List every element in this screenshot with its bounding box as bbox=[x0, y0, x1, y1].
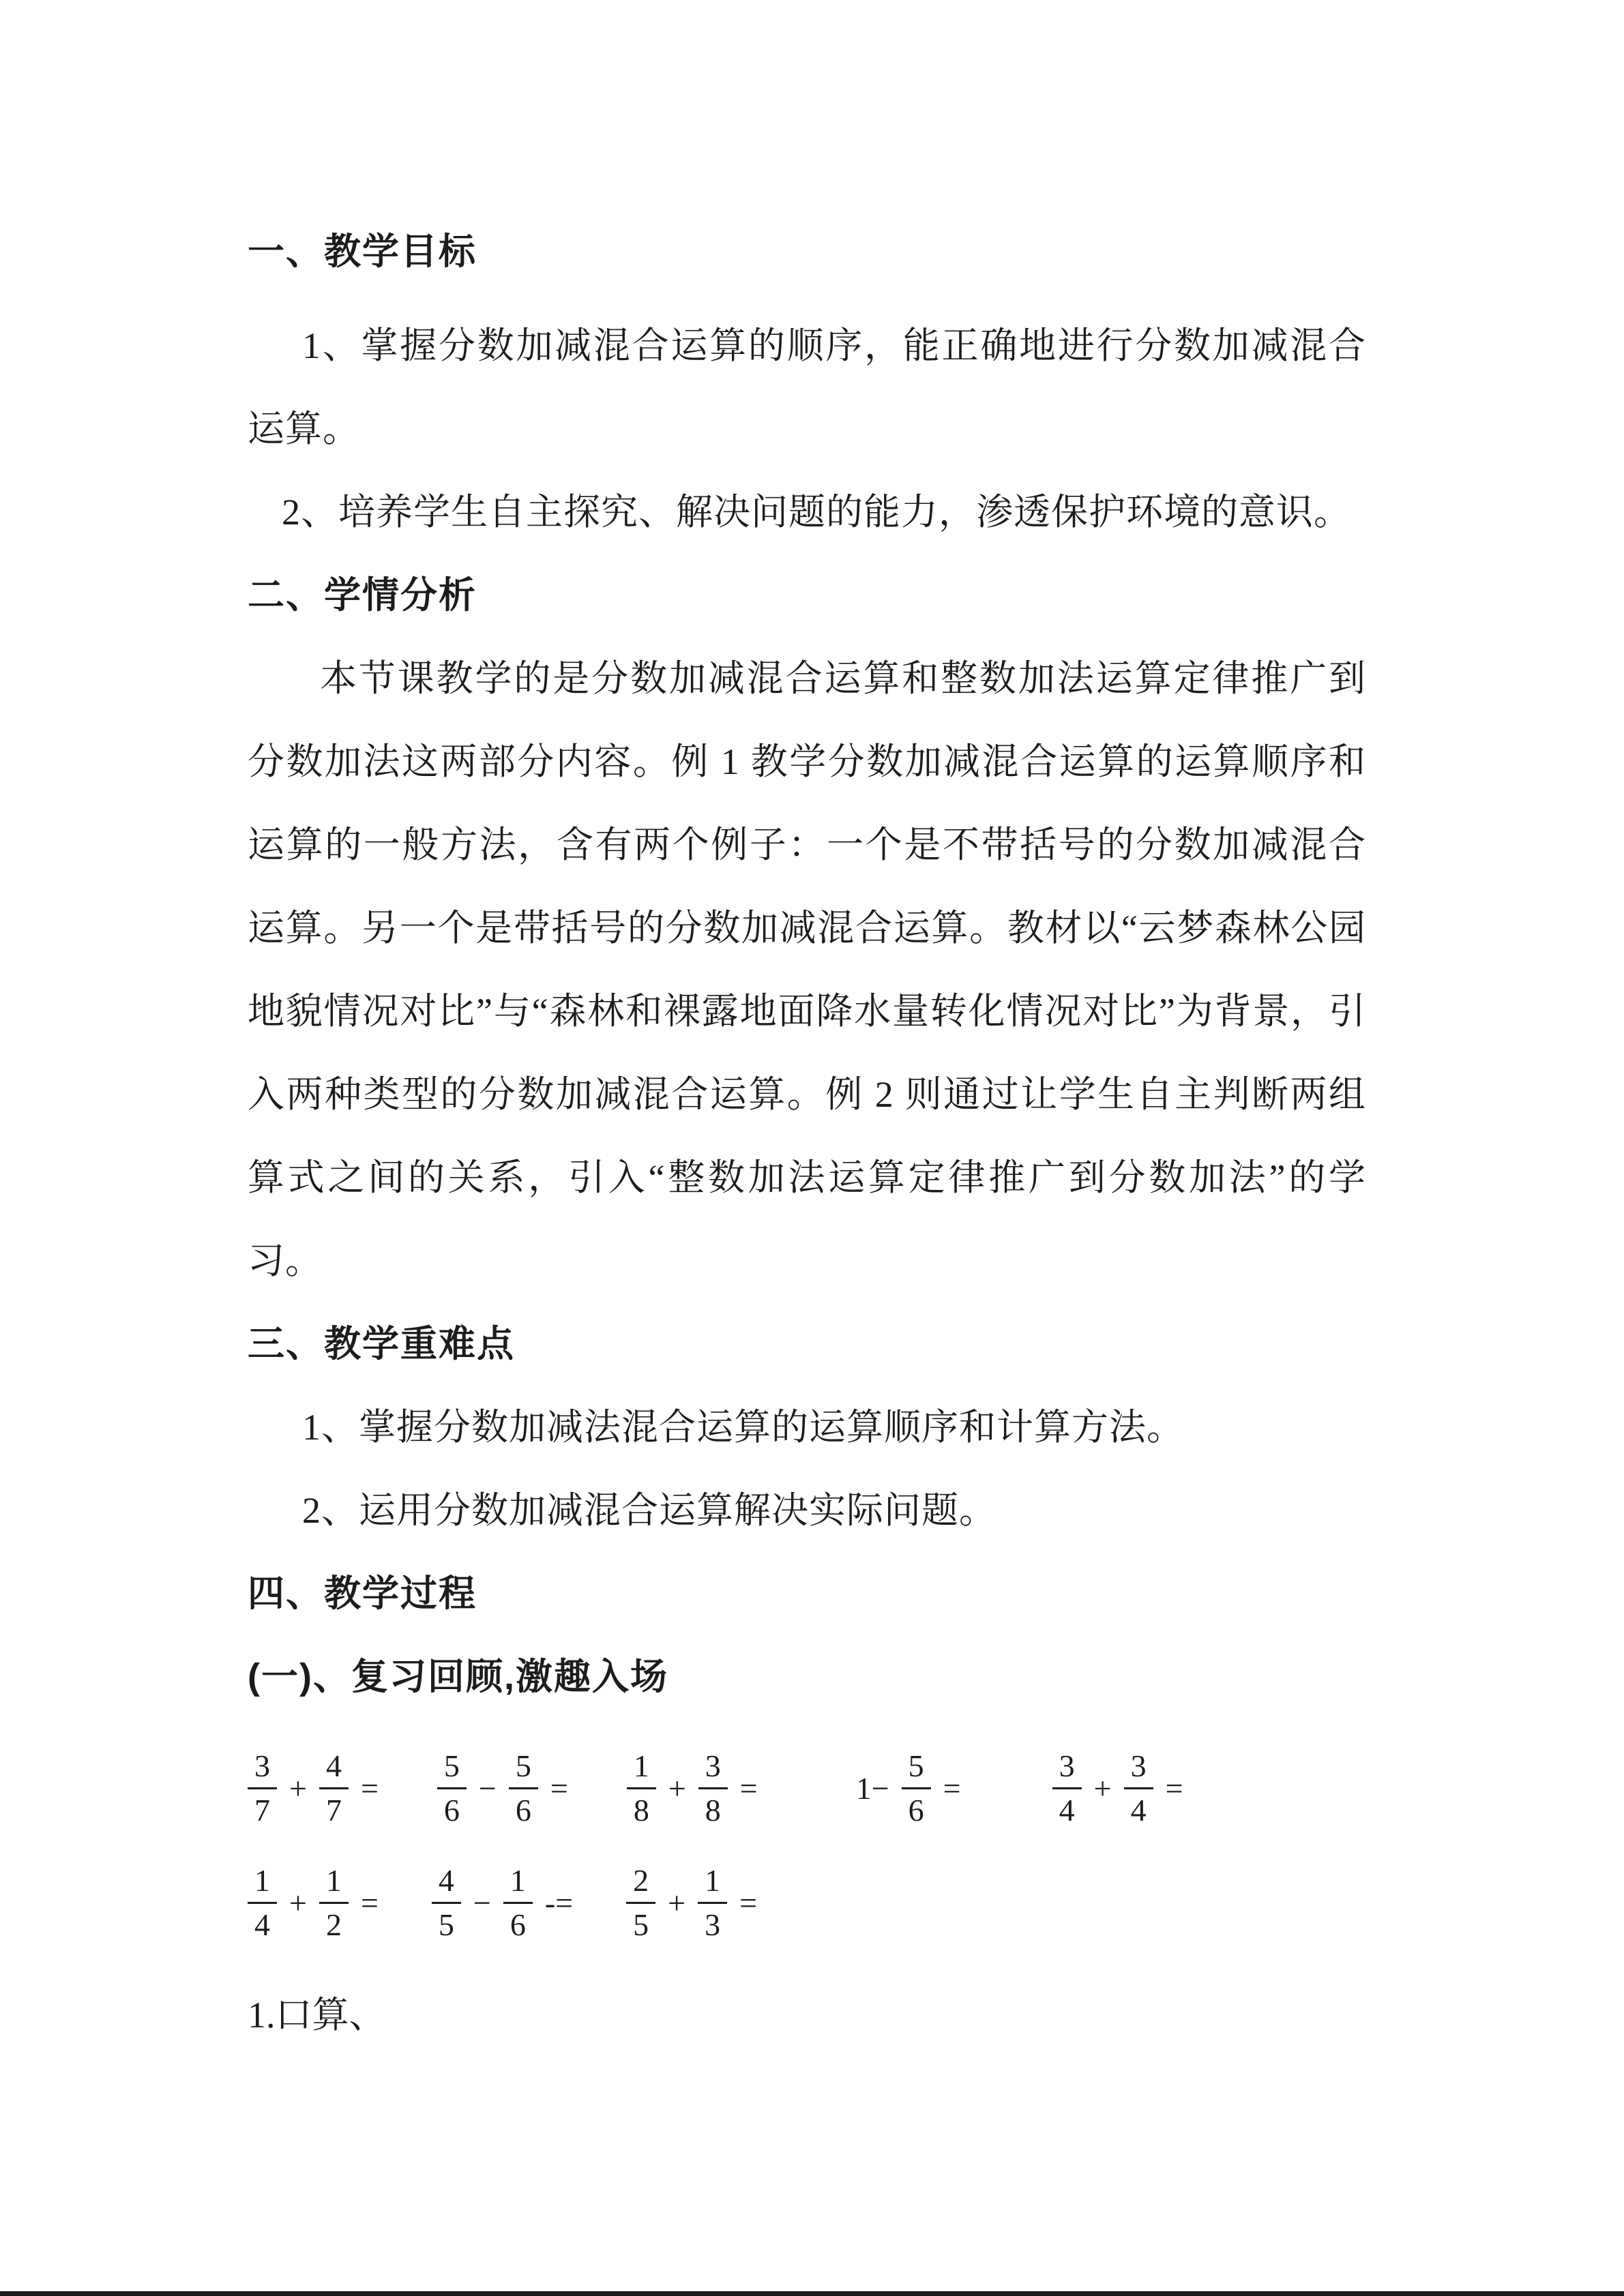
equals-sign: = bbox=[1165, 1770, 1183, 1806]
fraction-numerator: 5 bbox=[509, 1748, 538, 1789]
fraction-numerator: 3 bbox=[698, 1748, 728, 1789]
fraction-numerator: 1 bbox=[503, 1863, 533, 1904]
fraction-denominator: 7 bbox=[325, 1792, 342, 1828]
equals-sign: = bbox=[360, 1770, 379, 1806]
equals-sign: -= bbox=[544, 1885, 574, 1920]
math-operator: + bbox=[289, 1885, 307, 1920]
fraction bbox=[698, 1863, 727, 1942]
fraction-numerator: 2 bbox=[626, 1863, 655, 1904]
fraction-denominator: 6 bbox=[443, 1792, 460, 1828]
fraction bbox=[503, 1863, 533, 1942]
equals-sign: = bbox=[739, 1885, 758, 1920]
fraction bbox=[698, 1748, 728, 1828]
fraction-numerator: 1 bbox=[319, 1863, 349, 1904]
fraction-numerator: 1 bbox=[248, 1863, 277, 1904]
paragraph-analysis: 本节课教学的是分数加减混合运算和整数加法运算定律推广到分数加法这两部分内容。例 1 教学分数加减混合运算的运算顺序和运算的一般方法，含有两个例子：一个是不带括号的分数加减混合运算。另一个是带括号的分数加减混合运算。教材以“云梦森林公园地貌情况对比”与“森林和裸露地面降水量转化情况对比”为背景，引入两种类型的分数加减混合运算。例 2 则通过让学生自主判断两组算式之间的关系，引入“整数加法运算定律推广到分数加法”的学习。 bbox=[248, 658, 1366, 1281]
fraction bbox=[248, 1748, 277, 1828]
math-operator: − bbox=[478, 1770, 497, 1806]
fraction-numerator: 5 bbox=[437, 1748, 467, 1789]
paragraph-oral-calculation: 1.口算、 bbox=[248, 1995, 386, 2036]
math-operator: + bbox=[668, 1885, 686, 1920]
fraction-denominator: 4 bbox=[1059, 1792, 1075, 1828]
fraction-denominator: 6 bbox=[908, 1792, 924, 1828]
math-exercise-row-1 bbox=[248, 1748, 1366, 1828]
fraction-denominator: 8 bbox=[705, 1792, 721, 1828]
fraction bbox=[627, 1748, 656, 1828]
math-expression bbox=[627, 1748, 758, 1828]
equals-sign: = bbox=[739, 1770, 758, 1806]
math-lead: 1− bbox=[855, 1770, 889, 1806]
fraction bbox=[509, 1748, 538, 1828]
math-expression bbox=[856, 1748, 961, 1828]
fraction bbox=[1124, 1748, 1153, 1828]
math-operator: − bbox=[473, 1885, 491, 1920]
fraction bbox=[432, 1863, 461, 1942]
fraction-numerator: 1 bbox=[698, 1863, 727, 1904]
fraction-denominator: 7 bbox=[254, 1792, 270, 1828]
math-operator: + bbox=[289, 1770, 307, 1806]
math-operator: + bbox=[1093, 1770, 1112, 1806]
fraction bbox=[248, 1863, 277, 1942]
math-expression bbox=[1052, 1748, 1183, 1828]
paragraph-point-1: 1、掌握分数加减法混合运算的运算顺序和计算方法。 bbox=[302, 1407, 1184, 1448]
fraction-numerator: 3 bbox=[1052, 1748, 1082, 1789]
equals-sign: = bbox=[943, 1770, 961, 1806]
heading-teaching-goals: 一、教学目标 bbox=[248, 231, 477, 272]
math-expression bbox=[248, 1748, 379, 1828]
fraction-denominator: 4 bbox=[1130, 1792, 1147, 1828]
fraction-denominator: 5 bbox=[438, 1907, 454, 1942]
fraction-numerator: 4 bbox=[432, 1863, 461, 1904]
fraction-denominator: 4 bbox=[254, 1907, 270, 1942]
paragraph-goal-2: 2、培养学生自主探究、解决问题的能力，渗透保护环境的意识。 bbox=[282, 492, 1351, 533]
fraction-numerator: 1 bbox=[627, 1748, 656, 1789]
math-expression bbox=[437, 1748, 568, 1828]
equals-sign: = bbox=[360, 1885, 379, 1920]
heading-teaching-process: 四、教学过程 bbox=[248, 1573, 477, 1614]
fraction-denominator: 8 bbox=[633, 1792, 649, 1828]
page-bottom-edge bbox=[0, 2291, 1624, 2296]
equals-sign: = bbox=[550, 1770, 568, 1806]
fraction-denominator: 5 bbox=[633, 1907, 649, 1942]
fraction bbox=[319, 1748, 349, 1828]
fraction-denominator: 6 bbox=[510, 1907, 526, 1942]
fraction bbox=[902, 1748, 931, 1828]
heading-review-warmup: (一)、复习回顾,激趣入场 bbox=[248, 1656, 668, 1697]
fraction-numerator: 4 bbox=[319, 1748, 349, 1789]
fraction-denominator: 3 bbox=[705, 1907, 721, 1942]
math-expression bbox=[432, 1863, 573, 1942]
fraction-denominator: 6 bbox=[515, 1792, 531, 1828]
math-exercise-row-2 bbox=[248, 1863, 1366, 1942]
math-expression bbox=[626, 1863, 757, 1942]
fraction bbox=[1052, 1748, 1082, 1828]
fraction bbox=[437, 1748, 467, 1828]
fraction-numerator: 3 bbox=[248, 1748, 277, 1789]
math-operator: + bbox=[668, 1770, 686, 1806]
fraction bbox=[626, 1863, 655, 1942]
fraction bbox=[319, 1863, 349, 1942]
math-expression bbox=[248, 1863, 379, 1942]
paragraph-goal-1: 1、掌握分数加减混合运算的顺序，能正确地进行分数加减混合运算。 bbox=[248, 325, 1366, 449]
fraction-numerator: 5 bbox=[902, 1748, 931, 1789]
paragraph-point-2: 2、运用分数加减混合运算解决实际问题。 bbox=[302, 1490, 996, 1531]
heading-key-difficult-points: 三、教学重难点 bbox=[248, 1324, 515, 1365]
heading-learning-analysis: 二、学情分析 bbox=[248, 575, 477, 616]
fraction-denominator: 2 bbox=[325, 1907, 342, 1942]
fraction-numerator: 3 bbox=[1124, 1748, 1153, 1789]
